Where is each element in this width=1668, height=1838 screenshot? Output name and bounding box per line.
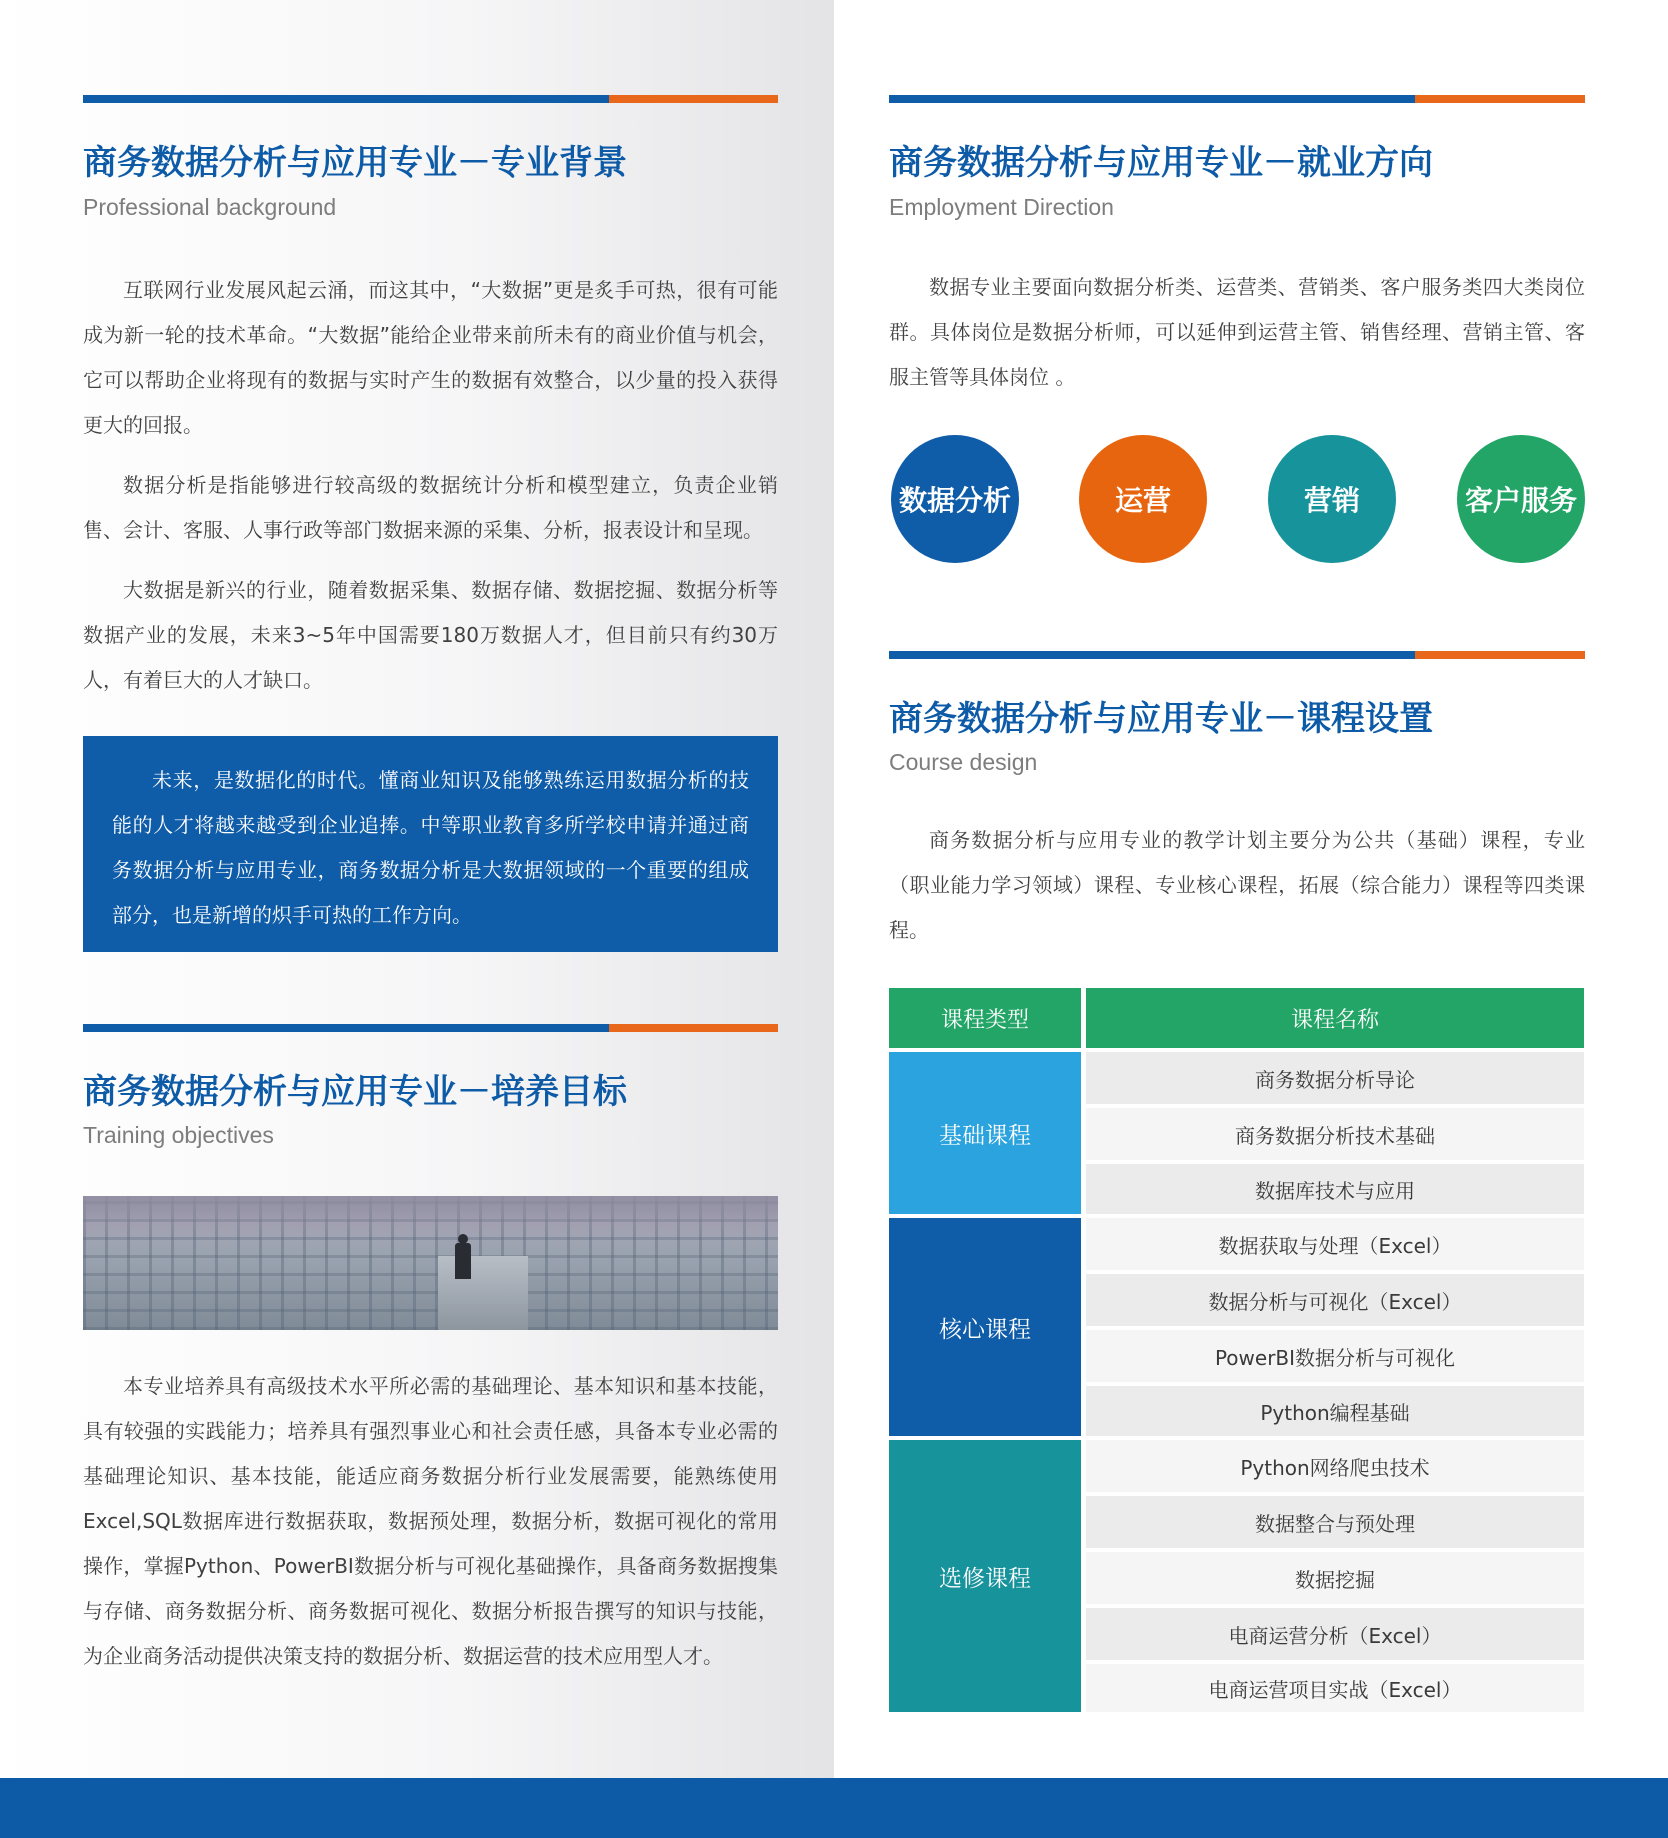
section-title-employment: 商务数据分析与应用专业－就业方向	[889, 143, 1433, 183]
section-subtitle-employment: Employment Direction	[889, 194, 1114, 220]
table-row: 数据获取与处理（Excel）	[1086, 1218, 1584, 1270]
background-paragraph-1: 互联网行业发展风起云涌，而这其中，“大数据”更是炙手可热，很有可能成为新一轮的技术革命。“大数据”能给企业带来前所未有的商业价值与机会，它可以帮助企业将现有的数据与实时产生的数据有效整合，以少量的投入获得更大的回报。	[83, 278, 778, 437]
circle-data-analysis: 数据分析	[891, 435, 1019, 563]
section-subtitle-course: Course design	[889, 749, 1038, 775]
table-row: Python网络爬虫技术	[1086, 1440, 1584, 1492]
footer-band	[0, 1778, 1668, 1838]
table-header-course-name: 课程名称	[1086, 988, 1584, 1048]
section-rule	[889, 95, 1585, 103]
section-rule	[889, 651, 1585, 659]
table-row: 电商运营项目实战（Excel）	[1086, 1664, 1584, 1712]
section-subtitle-background: Professional background	[83, 194, 337, 220]
section-rule	[83, 95, 778, 103]
background-paragraph-2: 数据分析是指能够进行较高级的数据统计分析和模型建立，负责企业销售、会计、客服、人事行政等部门数据来源的采集、分析，报表设计和呈现。	[83, 473, 778, 542]
section-subtitle-training: Training objectives	[83, 1122, 274, 1148]
table-row: 数据整合与预处理	[1086, 1496, 1584, 1548]
category-core: 核心课程	[889, 1218, 1081, 1436]
table-row: 数据库技术与应用	[1086, 1164, 1584, 1214]
highlight-box	[83, 736, 778, 952]
category-basic: 基础课程	[889, 1052, 1081, 1214]
background-paragraph-3: 大数据是新兴的行业，随着数据采集、数据存储、数据挖掘、数据分析等数据产业的发展，未来3~5年中国需要180万数据人才，但目前只有约30万人，有着巨大的人才缺口。	[83, 578, 778, 692]
table-row: 数据分析与可视化（Excel）	[1086, 1274, 1584, 1326]
section-title-course: 商务数据分析与应用专业－课程设置	[889, 699, 1433, 739]
course-paragraph: 商务数据分析与应用专业的教学计划主要分为公共（基础）课程，专业（职业能力学习领域）课程、专业核心课程，拓展（综合能力）课程等四类课程。	[889, 828, 1585, 942]
category-elective: 选修课程	[889, 1440, 1081, 1712]
table-row: 商务数据分析技术基础	[1086, 1108, 1584, 1160]
circle-operations: 运营	[1079, 435, 1207, 563]
employment-paragraph: 数据专业主要面向数据分析类、运营类、营销类、客户服务类四大类岗位群。具体岗位是数据分析师，可以延伸到运营主管、销售经理、营销主管、客服主管等具体岗位 。	[889, 275, 1585, 389]
circle-customer-service: 客户服务	[1457, 435, 1585, 563]
circle-marketing: 营销	[1268, 435, 1396, 563]
section-rule	[83, 1024, 778, 1032]
table-row: 电商运营分析（Excel）	[1086, 1608, 1584, 1660]
table-row: 商务数据分析导论	[1086, 1052, 1584, 1104]
section-title-background: 商务数据分析与应用专业－专业背景	[83, 143, 627, 183]
section-title-training: 商务数据分析与应用专业－培养目标	[83, 1072, 627, 1112]
training-paragraph: 本专业培养具有高级技术水平所必需的基础理论、基本知识和基本技能，具有较强的实践能力；培养具有强烈事业心和社会责任感，具备本专业必需的基础理论知识、基本技能，能适应商务数据分析行业发展需要，能熟练使用Excel,SQL数据库进行数据获取，数据预处理，数据分析，数据可视化的常用操作，掌握Python、PowerBI数据分析与可视化基础操作，具备商务数据搜集与存储、商务数据分析、商务数据可视化、数据分析报告撰写的知识与技能，为企业商务活动提供决策支持的数据分析、数据运营的技术应用型人才。	[83, 1374, 778, 1668]
table-row: Python编程基础	[1086, 1386, 1584, 1436]
table-row: PowerBI数据分析与可视化	[1086, 1330, 1584, 1382]
table-row: 数据挖掘	[1086, 1552, 1584, 1604]
maze-image	[83, 1196, 778, 1330]
table-header-category: 课程类型	[889, 988, 1081, 1048]
highlight-text: 未来，是数据化的时代。懂商业知识及能够熟练运用数据分析的技能的人才将越来越受到企业追捧。中等职业教育多所学校申请并通过商务数据分析与应用专业，商务数据分析是大数据领域的一个重要的组成部分，也是新增的炽手可热的工作方向。	[112, 768, 749, 927]
